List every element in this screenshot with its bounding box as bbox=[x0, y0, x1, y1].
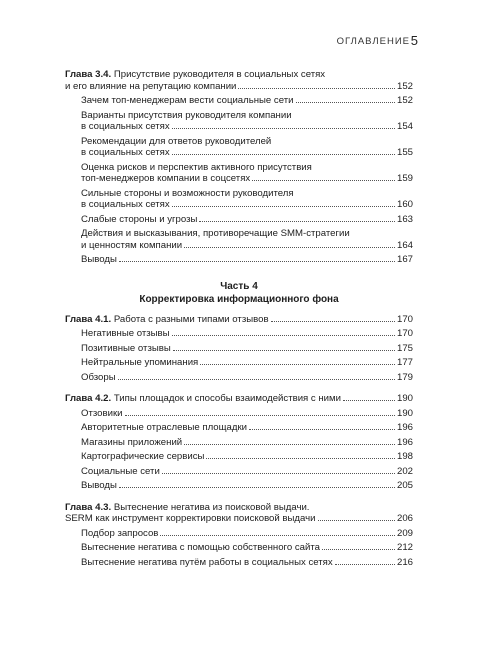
part-title: Корректировка информационного фона bbox=[139, 293, 339, 305]
toc-chapter-4-3[interactable] bbox=[65, 502, 413, 525]
item-title: Вытеснение негатива путём работы в социальных сетях bbox=[81, 556, 333, 568]
part-number: Часть 4 bbox=[220, 280, 258, 292]
toc-item[interactable] bbox=[65, 162, 413, 185]
dot-leader bbox=[199, 221, 395, 222]
toc-chapter-4-1[interactable] bbox=[65, 314, 413, 326]
page-ref: 160 bbox=[396, 199, 413, 210]
page-ref: 205 bbox=[396, 480, 413, 491]
toc-item[interactable] bbox=[65, 437, 413, 449]
dot-leader bbox=[119, 261, 395, 262]
page-ref: 212 bbox=[396, 542, 413, 553]
item-title: Выводы bbox=[81, 254, 117, 265]
toc-item[interactable] bbox=[65, 408, 413, 420]
page-ref: 163 bbox=[396, 213, 413, 225]
page-ref: 196 bbox=[396, 422, 413, 433]
chapter-title: Работа с разными типами отзывов bbox=[113, 313, 269, 325]
item-title: в социальных сетях bbox=[81, 199, 170, 210]
page-ref: 155 bbox=[396, 147, 413, 158]
dot-leader bbox=[322, 549, 395, 550]
item-title: Отзовики bbox=[81, 407, 123, 419]
page-ref: 159 bbox=[396, 173, 413, 184]
dot-leader bbox=[271, 321, 395, 322]
toc-item[interactable] bbox=[65, 357, 413, 369]
item-title: Авторитетные отраслевые площадки bbox=[81, 422, 248, 433]
chapter-title-line1: Присутствие руководителя в социальных сетях bbox=[113, 69, 326, 80]
item-title: Картографические сервисы bbox=[81, 451, 205, 462]
page-ref: 154 bbox=[396, 121, 413, 132]
dot-leader bbox=[343, 400, 395, 401]
page-ref: 164 bbox=[396, 239, 413, 251]
item-title-line1: Оценка рисков и перспектив активного присутствия bbox=[81, 161, 312, 173]
page-ref: 170 bbox=[396, 328, 413, 339]
toc-item[interactable] bbox=[65, 542, 413, 554]
page-ref: 198 bbox=[396, 451, 413, 462]
toc-item[interactable] bbox=[65, 372, 413, 384]
dot-leader bbox=[206, 458, 395, 459]
toc-item[interactable] bbox=[65, 254, 413, 266]
item-title-line1: Рекомендации для ответов руководителей bbox=[81, 135, 272, 147]
toc-item[interactable] bbox=[65, 466, 413, 478]
dot-leader bbox=[252, 180, 395, 181]
item-title-line1: Сильные стороны и возможности руководителя bbox=[81, 187, 294, 199]
item-title: Магазины приложений bbox=[81, 436, 183, 448]
item-title: и ценностям компании bbox=[81, 239, 183, 251]
chapter-label: Глава 3.4. bbox=[65, 69, 112, 80]
dot-leader bbox=[172, 206, 395, 207]
dot-leader bbox=[162, 473, 395, 474]
dot-leader bbox=[184, 247, 395, 248]
dot-leader bbox=[238, 88, 395, 89]
dot-leader bbox=[172, 154, 395, 155]
toc-chapter-3-4[interactable] bbox=[65, 69, 413, 92]
dot-leader bbox=[118, 379, 395, 380]
page-ref: 196 bbox=[396, 436, 413, 448]
dot-leader bbox=[172, 128, 395, 129]
dot-leader bbox=[172, 335, 395, 336]
page-ref: 209 bbox=[396, 527, 413, 539]
chapter-title-line2: SERM как инструмент корректировки поисковой выдачи bbox=[65, 513, 316, 524]
chapter-title-line2: и его влияние на репутацию компании bbox=[65, 80, 237, 92]
page-ref: 152 bbox=[396, 80, 413, 92]
dot-leader bbox=[249, 429, 395, 430]
item-title: Зачем топ-менеджерам вести социальные сети bbox=[81, 95, 294, 106]
item-title: Выводы bbox=[81, 480, 117, 491]
toc-item[interactable] bbox=[65, 422, 413, 434]
part-heading bbox=[65, 280, 413, 306]
dot-leader bbox=[160, 535, 395, 536]
item-title: Социальные сети bbox=[81, 465, 160, 477]
item-title: Обзоры bbox=[81, 371, 116, 383]
dot-leader bbox=[125, 415, 395, 416]
page-ref: 170 bbox=[396, 313, 413, 325]
page-ref: 190 bbox=[396, 393, 413, 404]
item-title-line1: Действия и высказывания, противоречащие SMM-стратегии bbox=[81, 228, 350, 239]
page-ref: 177 bbox=[396, 357, 413, 368]
item-title: Подбор запросов bbox=[81, 527, 159, 539]
toc-item[interactable] bbox=[65, 214, 413, 226]
toc-item[interactable] bbox=[65, 136, 413, 159]
page-ref: 190 bbox=[396, 407, 413, 419]
toc-chapter-4-2[interactable] bbox=[65, 393, 413, 405]
toc-item[interactable] bbox=[65, 557, 413, 569]
item-title: Слабые стороны и угрозы bbox=[81, 213, 198, 225]
dot-leader bbox=[184, 444, 395, 445]
page-number: 5 bbox=[410, 33, 418, 48]
toc-item[interactable] bbox=[65, 228, 413, 251]
dot-leader bbox=[119, 487, 395, 488]
chapter-label: Глава 4.3. bbox=[65, 501, 112, 513]
chapter-label: Глава 4.1. bbox=[65, 313, 112, 325]
page-ref: 206 bbox=[396, 513, 413, 524]
item-title: Позитивные отзывы bbox=[81, 342, 171, 354]
page-ref: 175 bbox=[396, 342, 413, 354]
toc-item[interactable] bbox=[65, 188, 413, 211]
page-ref: 216 bbox=[396, 556, 413, 568]
dot-leader bbox=[296, 102, 395, 103]
chapter-label: Глава 4.2. bbox=[65, 393, 112, 404]
dot-leader bbox=[200, 364, 395, 365]
page-ref: 179 bbox=[396, 371, 413, 383]
toc-item[interactable] bbox=[65, 451, 413, 463]
toc-item[interactable] bbox=[65, 95, 413, 107]
chapter-title: Типы площадок и способы взаимодействия с ними bbox=[113, 393, 341, 404]
running-header: ОГЛАВЛЕНИЕ bbox=[336, 36, 410, 47]
page-ref: 152 bbox=[396, 95, 413, 106]
toc-item[interactable] bbox=[65, 343, 413, 355]
toc-item[interactable] bbox=[65, 480, 413, 492]
toc-item[interactable] bbox=[65, 528, 413, 540]
toc-item[interactable] bbox=[65, 110, 413, 133]
item-title: Нейтральные упоминания bbox=[81, 357, 199, 368]
item-title: Негативные отзывы bbox=[81, 328, 170, 339]
item-title: в социальных сетях bbox=[81, 147, 170, 158]
item-title-line1: Варианты присутствия руководителя компании bbox=[81, 109, 292, 121]
item-title: топ-менеджеров компании в соцсетях bbox=[81, 173, 251, 184]
item-title: в социальных сетях bbox=[81, 121, 170, 132]
item-title: Вытеснение негатива с помощью собственного сайта bbox=[81, 542, 320, 553]
dot-leader bbox=[318, 520, 395, 521]
dot-leader bbox=[173, 350, 395, 351]
chapter-title-line1: Вытеснение негатива из поисковой выдачи. bbox=[113, 501, 310, 513]
table-of-contents bbox=[65, 66, 413, 568]
page-ref: 202 bbox=[396, 465, 413, 477]
toc-item[interactable] bbox=[65, 328, 413, 340]
page-ref: 167 bbox=[396, 254, 413, 265]
dot-leader bbox=[335, 564, 395, 565]
